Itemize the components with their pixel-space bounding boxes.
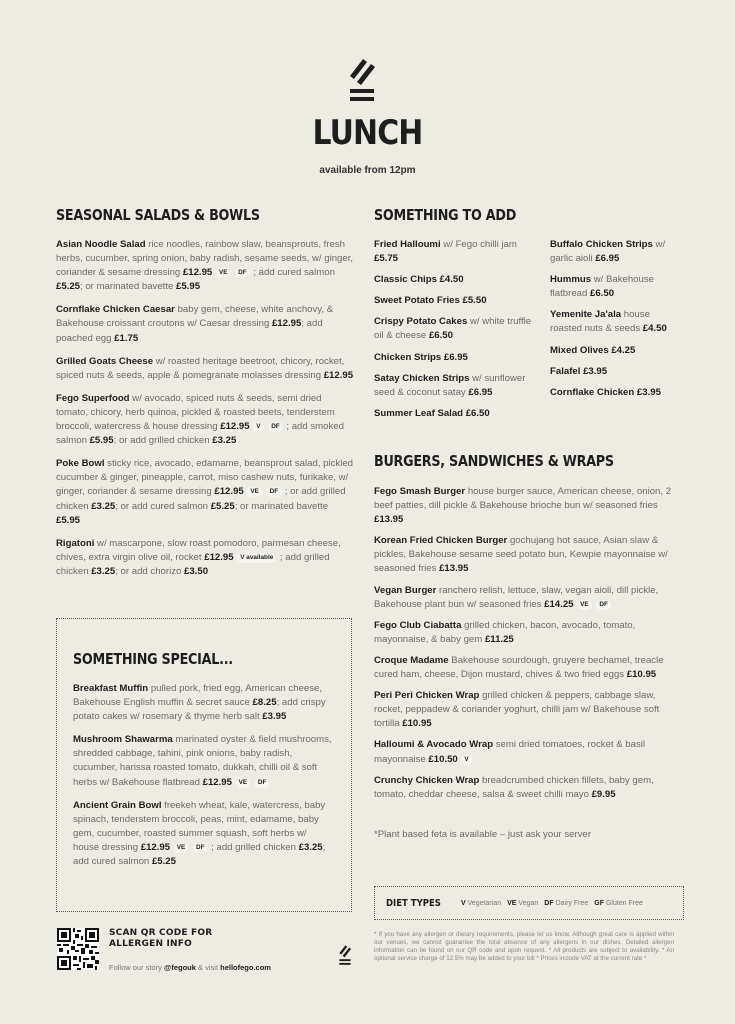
item-extra: ; add grilled chicken (56, 551, 330, 577)
item-desc: w/ garlic aioli (550, 239, 666, 265)
menu-item (550, 238, 670, 266)
item-price: £3.25 (212, 435, 237, 447)
scan-qr-label: SCAN QR CODE FOR ALLERGEN INFO (109, 928, 213, 949)
menu-item (374, 407, 540, 421)
item-price: £13.95 (374, 514, 404, 526)
diet-code: DF (544, 900, 554, 907)
item-desc: breadcrumbed chicken fillets, baby gem, tomato, cheddar cheese, salsa & sweet chilli mayo (374, 774, 654, 800)
add-list-col2 (550, 238, 670, 407)
salads-title: SEASONAL SALADS & BOWLS (56, 206, 260, 224)
diet-tag: DF (268, 422, 283, 432)
allergen-disclaimer: * If you have any allergen or dietary requirements, please let us know. Although great care is applied within our venues, we cannot guarantee the total absence of any allergens in our dishes. Detailed allergen information can be found on our QR code and upon request. * All products are subject to availability. * An optional service charge of 12.5% may be added to your bill * Prices include VAT at the current rate * (374, 931, 674, 962)
item-price: £12.95 (323, 369, 354, 381)
item-name: Korean Fried Chicken Burger (374, 535, 508, 547)
diet-tag: V (461, 755, 471, 765)
item-price: £3.25 (298, 841, 323, 853)
diet-types-box (374, 886, 684, 920)
website-link[interactable]: hellofego.com (220, 963, 271, 972)
item-price: £6.50 (590, 288, 615, 300)
menu-item (56, 457, 354, 527)
item-price: £6.50 (465, 407, 490, 419)
item-name: Yemenite Ja'ala (550, 309, 622, 321)
item-price: £12.95 (202, 776, 232, 788)
diet-code: V (461, 900, 466, 907)
menu-item (56, 537, 354, 579)
item-price: £5.25 (210, 500, 235, 512)
menu-item (56, 392, 354, 448)
item-price: £5.25 (151, 856, 176, 868)
item-name: Summer Leaf Salad (374, 407, 464, 419)
item-price: £9.95 (591, 788, 616, 800)
item-name: Falafel (550, 365, 581, 377)
diet-code: VE (507, 900, 517, 907)
diet-label: Vegetarian (467, 900, 502, 907)
item-extra: ; or marinated bavette (80, 281, 177, 293)
item-name: Ancient Grain Bowl (73, 799, 162, 811)
item-price: £12.95 (140, 841, 171, 853)
add-title: SOMETHING TO ADD (374, 206, 517, 224)
menu-item (374, 774, 674, 802)
menu-item (374, 485, 674, 527)
diet-label: Gluten Free (605, 900, 643, 907)
special-title: SOMETHING SPECIAL... (73, 650, 233, 668)
diet-tag: DF (193, 843, 208, 853)
qr-code-icon[interactable] (57, 928, 99, 970)
item-price: £3.95 (262, 711, 287, 723)
item-name: Vegan Burger (374, 584, 437, 596)
item-name: Sweet Potato Fries (374, 295, 460, 307)
item-name: Cornflake Chicken (550, 386, 635, 398)
item-price: £12.95 (214, 486, 244, 498)
item-price: £12.95 (220, 421, 250, 433)
item-desc: sticky rice, avocado, edamame, beansprout salad, pickled cucumber & ginger, pineapple, carrot, miso cashew nuts, furikake, w/ ginger, coriander & sesame dressing (56, 458, 354, 498)
item-name: Fried Halloumi (374, 239, 441, 250)
item-name: Grilled Goats Cheese (56, 355, 154, 367)
menu-item (374, 315, 540, 343)
item-name: Fego Club Ciabatta (374, 619, 462, 631)
item-price: £5.95 (176, 281, 201, 293)
menu-item (550, 308, 670, 336)
item-name: Croque Madame (374, 654, 449, 666)
menu-item (550, 344, 670, 358)
item-desc: w/ avocado, spiced nuts & seeds, semi dried tomato, chicory, herb quinoa, pickled & roasted beets, tenderstem broccoli, watercress & house dressing (56, 392, 335, 433)
item-extra: ; or add grilled chicken (56, 486, 346, 512)
item-extra: ; add grilled chicken (208, 841, 299, 853)
diet-tag: VE (216, 268, 231, 278)
diet-tag: DF (267, 487, 282, 497)
item-name: Fego Smash Burger (374, 486, 466, 497)
item-extra: ; add crispy potato cakes w/ rosemary & thyme herb salt (73, 697, 326, 723)
diet-tag: DF (255, 778, 270, 788)
item-name: Asian Noodle Salad (56, 239, 146, 250)
item-price: £10.95 (626, 669, 657, 681)
page-subtitle: available from 12pm (319, 165, 416, 176)
menu-item (374, 534, 674, 576)
add-list-col1 (374, 238, 540, 428)
item-price: £5.25 (56, 281, 81, 293)
menu-item (374, 372, 540, 400)
item-desc: house roasted nuts & seeds (550, 309, 650, 335)
special-list (73, 682, 335, 878)
item-name: Satay Chicken Strips (374, 372, 470, 384)
item-price: £4.50 (642, 323, 667, 335)
instagram-handle[interactable]: @fegouk (164, 963, 196, 972)
fego-logo-icon (347, 56, 377, 104)
menu-item (374, 619, 674, 647)
item-extra: ; add cured salmon (250, 267, 335, 279)
menu-item (550, 273, 670, 301)
menu-item (73, 799, 335, 869)
item-desc: Bakehouse sourdough, gruyere bechamel, treacle cured ham, cheese, Dijon mustard, chives & two fried eggs (374, 654, 664, 681)
follow-line: Follow our story @fegouk & visit hellofego.com (109, 963, 271, 972)
item-price: £5.95 (56, 514, 81, 526)
item-extra: ; add smoked salmon (56, 421, 344, 447)
diet-tag: DF (596, 600, 611, 610)
item-price: £3.95 (583, 365, 608, 377)
item-name: Rigatoni (56, 537, 95, 549)
item-name: Classic Chips (374, 274, 437, 286)
diet-tag: DF (235, 268, 250, 278)
item-desc: pulled pork, fried egg, American cheese, Bakehouse English muffin & secret sauce (73, 683, 323, 709)
item-price: £6.50 (428, 330, 453, 342)
item-price: £3.25 (91, 565, 116, 577)
item-price: £3.50 (184, 565, 209, 577)
item-desc: gochujang hot sauce, Asian slaw & pickles, Bakehouse sesame seed potato bun, Kewpie mayonnaise w/ seasoned fries (374, 535, 668, 575)
menu-item (374, 738, 674, 766)
item-name: Halloumi & Avocado Wrap (374, 739, 494, 751)
diet-tag: V available (237, 553, 276, 563)
item-price: £5.95 (89, 435, 114, 447)
diet-tag: VE (577, 600, 592, 610)
diet-label: Dairy Free (555, 900, 589, 907)
menu-item (374, 689, 674, 731)
menu-item (374, 654, 674, 682)
item-price: £3.95 (636, 386, 661, 398)
item-name: Chicken Strips (374, 351, 442, 363)
item-name: Fego Superfood (56, 392, 130, 404)
menu-item (374, 584, 674, 612)
menu-item (56, 303, 354, 345)
item-name: Cornflake Chicken Caesar (56, 304, 175, 316)
item-desc: grilled chicken & peppers, cabbage slaw, rocket, peppadew & coriander yoghurt, chilli jam w/ Bakehouse soft tortilla (374, 690, 660, 730)
item-extra: ; add poached egg (56, 318, 323, 344)
menu-item (374, 238, 540, 266)
item-desc: ranchero relish, lettuce, slaw, vegan aioli, dill pickle, Bakehouse plant bun w/ seasoned fries (374, 584, 659, 610)
item-desc: w/ Bakehouse flatbread (550, 274, 654, 300)
item-desc: w/ white truffle oil & cheese (374, 316, 532, 342)
item-name: Crispy Potato Cakes (374, 316, 468, 328)
item-desc: grilled chicken, bacon, avocado, tomato, mayonnaise, & baby gem (374, 619, 636, 645)
item-extra: ; or add chorizo (115, 565, 185, 577)
item-price: £4.25 (611, 344, 636, 356)
item-price: £12.95 (182, 267, 213, 279)
plant-feta-note: *Plant based feta is available – just ask your server (374, 829, 592, 840)
item-desc: w/ roasted heritage beetroot, chicory, rocket, spiced nuts & seeds, apple & pomegranate molasses dressing (56, 355, 345, 381)
item-desc: baby gem, cheese, white anchovy, & Bakehouse croissant croutons w/ Caesar dressing (56, 304, 334, 330)
menu-item (374, 351, 540, 365)
item-price: £11.25 (484, 633, 514, 645)
item-price: £5.75 (374, 253, 399, 265)
menu-item (73, 733, 335, 789)
item-desc: semi dried tomatoes, rocket & basil mayonnaise (374, 739, 646, 765)
diet-code: GF (594, 900, 604, 907)
diet-tag: VE (174, 843, 189, 853)
menu-item (56, 355, 354, 383)
item-desc: rice noodles, rainbow slaw, beansprouts, fresh herbs, cucumber, spring onion, baby radish, sesame seeds, w/ ginger, coriander & sesame dressing (56, 239, 354, 279)
item-price: £4.50 (439, 274, 464, 286)
item-name: Poke Bowl (56, 458, 105, 470)
item-extra: ; or add cured salmon (115, 500, 211, 512)
item-price: £12.95 (204, 551, 234, 563)
item-desc: w/ mascarpone, slow roast pomodoro, parmesan cheese, chives, extra virgin olive oil, rocket (56, 537, 341, 563)
menu-item (374, 273, 540, 287)
item-price: £14.25 (544, 598, 574, 610)
menu-item (73, 682, 335, 724)
item-price: £10.50 (428, 753, 458, 765)
burgers-title: BURGERS, SANDWICHES & WRAPS (374, 452, 614, 470)
item-price: £8.25 (252, 697, 277, 709)
salads-list (56, 238, 354, 588)
item-price: £1.75 (114, 332, 139, 344)
burgers-list (374, 485, 674, 809)
item-name: Mushroom Shawarma (73, 734, 173, 746)
item-name: Breakfast Muffin (73, 683, 149, 694)
diet-tag: VE (247, 487, 262, 497)
menu-item (56, 238, 354, 294)
item-price: £6.95 (443, 351, 468, 363)
item-desc: house burger sauce, American cheese, onion, 2 beef patties, dill pickle & Bakehouse brioche bun w/ seasoned fries (374, 486, 672, 512)
item-extra: ; or marinated bavette (234, 500, 329, 512)
diet-tag: V (253, 422, 263, 432)
page-title: LUNCH (312, 113, 423, 153)
item-price: £13.95 (439, 563, 469, 575)
item-price: £12.95 (271, 318, 302, 330)
diet-types-title: DIET TYPES (386, 898, 441, 909)
item-price: £6.95 (595, 253, 620, 265)
item-name: Mixed Olives (550, 344, 609, 356)
item-desc: marinated oyster & field mushrooms, shredded cabbage, tahini, pink onions, baby radish, cucumber, harissa roasted tomato, dukkah, chilli oil & soft herbs w/ Bakehouse flatbread (73, 734, 332, 788)
item-desc: freekeh wheat, kale, watercress, baby spinach, tenderstem broccoli, peas, mint, edamame, baby gem, cucumber, roasted summer squash, soft herbs w/ house dressing (73, 799, 326, 853)
item-desc: w/ sunflower seed & coconut satay (374, 372, 526, 398)
item-extra: ; add cured salmon (73, 841, 326, 868)
menu-item (550, 386, 670, 400)
item-price: £10.95 (402, 718, 432, 730)
diet-types-list (455, 900, 643, 907)
diet-tag: VE (236, 778, 251, 788)
fego-small-logo-icon (338, 943, 352, 967)
item-name: Peri Peri Chicken Wrap (374, 690, 480, 702)
item-desc: w/ Fego chilli jam (440, 239, 517, 250)
item-price: £5.50 (462, 295, 487, 307)
item-name: Hummus (550, 274, 592, 286)
menu-item (550, 365, 670, 379)
diet-label: Vegan (518, 900, 539, 907)
item-price: £3.25 (91, 500, 116, 512)
item-name: Buffalo Chicken Strips (550, 239, 653, 250)
menu-item (374, 294, 540, 308)
item-price: £6.95 (468, 386, 493, 398)
item-name: Crunchy Chicken Wrap (374, 774, 480, 786)
item-extra: ; or add grilled chicken (113, 435, 213, 447)
